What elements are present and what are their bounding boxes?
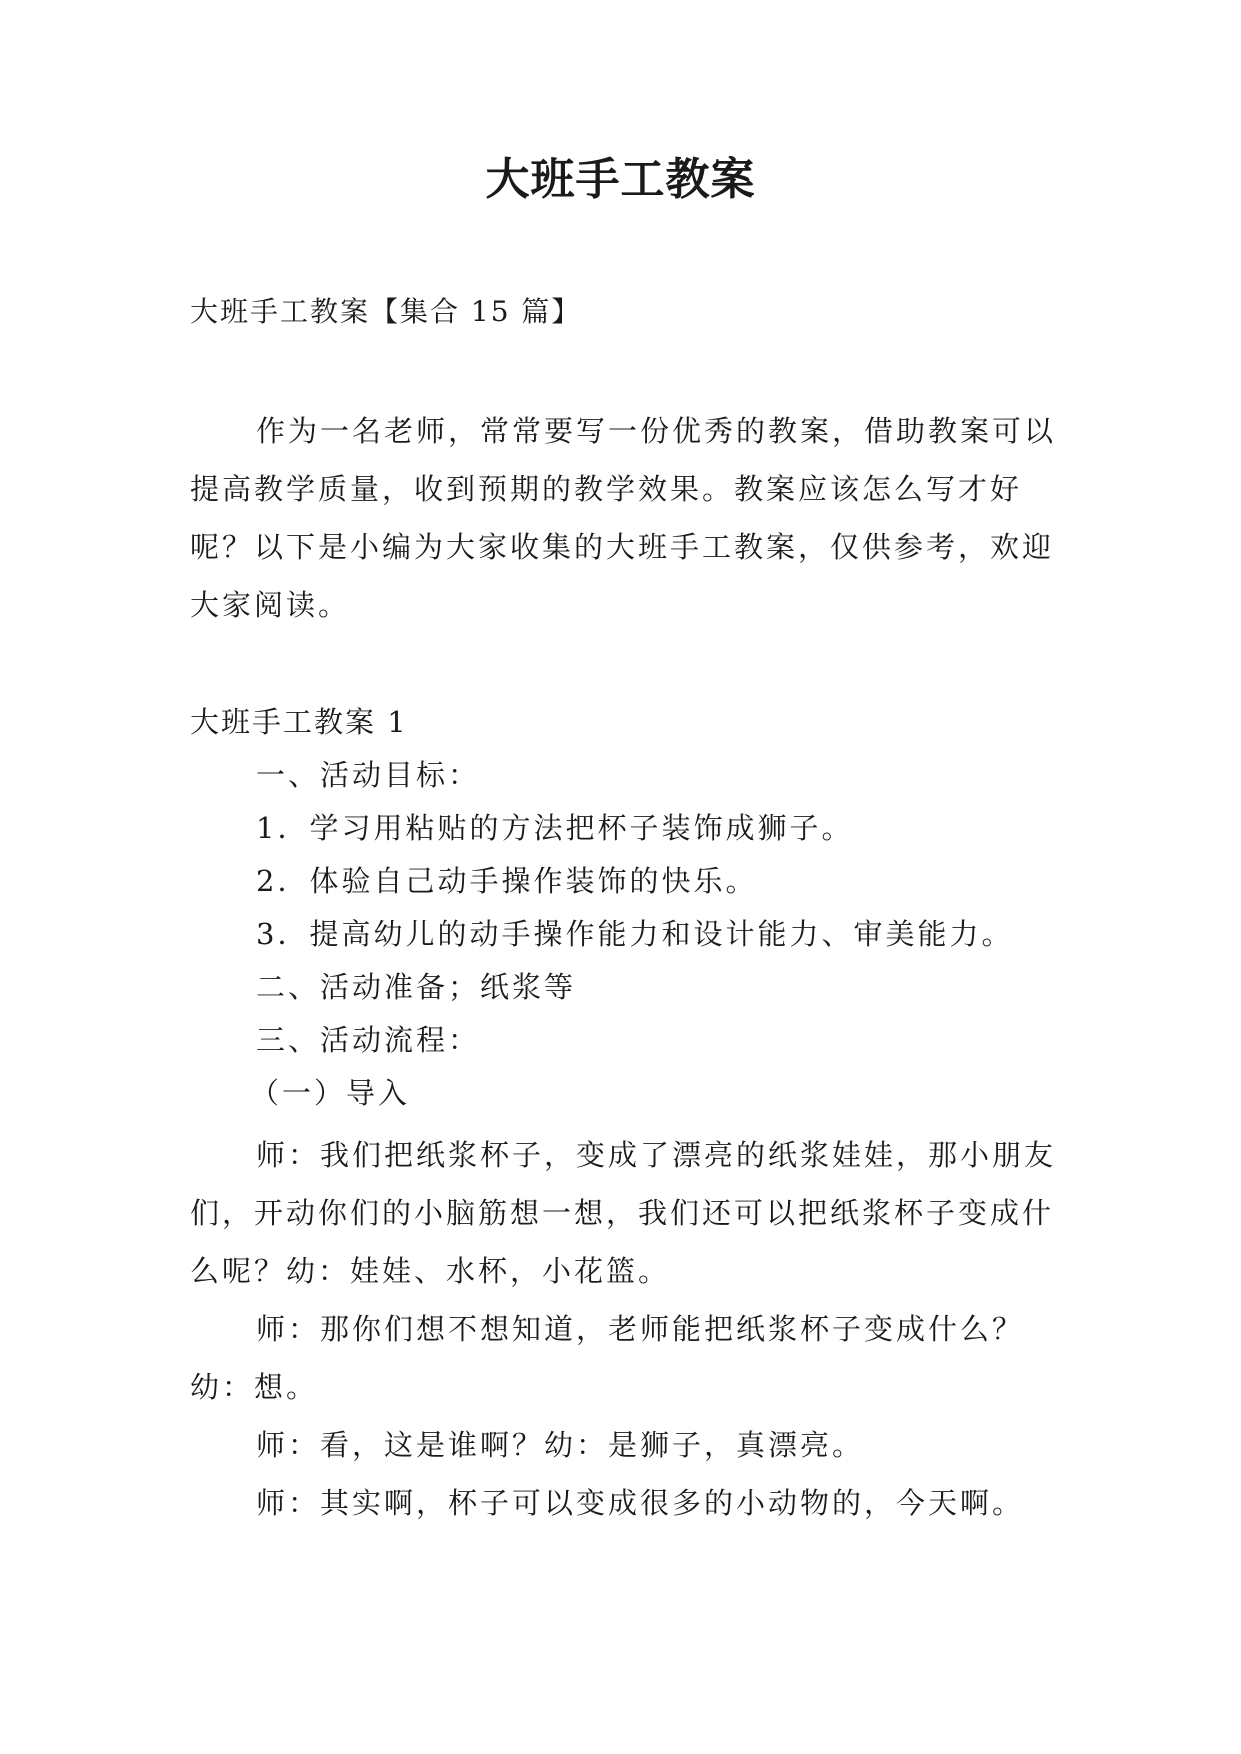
document-title: 大班手工教案 — [485, 154, 756, 205]
section-heading: 大班手工教案 1 — [190, 705, 408, 739]
step-heading: （一）导入 — [250, 1076, 411, 1110]
goal-item: 3．提高幼儿的动手操作能力和设计能力、审美能力。 — [256, 917, 1014, 951]
dialog-paragraph: 师：看，这是谁啊？幼：是狮子，真漂亮。 — [256, 1428, 865, 1462]
process-heading: 三、活动流程： — [256, 1023, 481, 1057]
dialog-paragraph: 师：其实啊，杯子可以变成很多的小动物的，今天啊。 — [256, 1486, 1025, 1520]
document-subtitle: 大班手工教案【集合 15 篇】 — [190, 295, 582, 328]
goal-item: 2．体验自己动手操作装饰的快乐。 — [256, 864, 758, 898]
preparation-line: 二、活动准备；纸浆等 — [256, 970, 577, 1004]
intro-paragraph: 作为一名老师，常常要写一份优秀的教案，借助教案可以提高教学质量，收到预期的教学效果。教案应该怎么写才好呢？以下是小编为大家收集的大班手工教案，仅供参考，欢迎大家阅读。 — [190, 414, 1057, 622]
dialog-paragraph: 师：我们把纸浆杯子，变成了漂亮的纸浆娃娃，那小朋友们，开动你们的小脑筋想一想，我们还可以把纸浆杯子变成什么呢？幼：娃娃、水杯，小花篮。 — [190, 1138, 1057, 1288]
dialog-paragraph: 师：那你们想不想知道，老师能把纸浆杯子变成什么？幼：想。 — [190, 1312, 1025, 1404]
goals-heading: 一、活动目标： — [256, 758, 481, 792]
goal-item: 1．学习用粘贴的方法把杯子装饰成狮子。 — [256, 811, 854, 845]
